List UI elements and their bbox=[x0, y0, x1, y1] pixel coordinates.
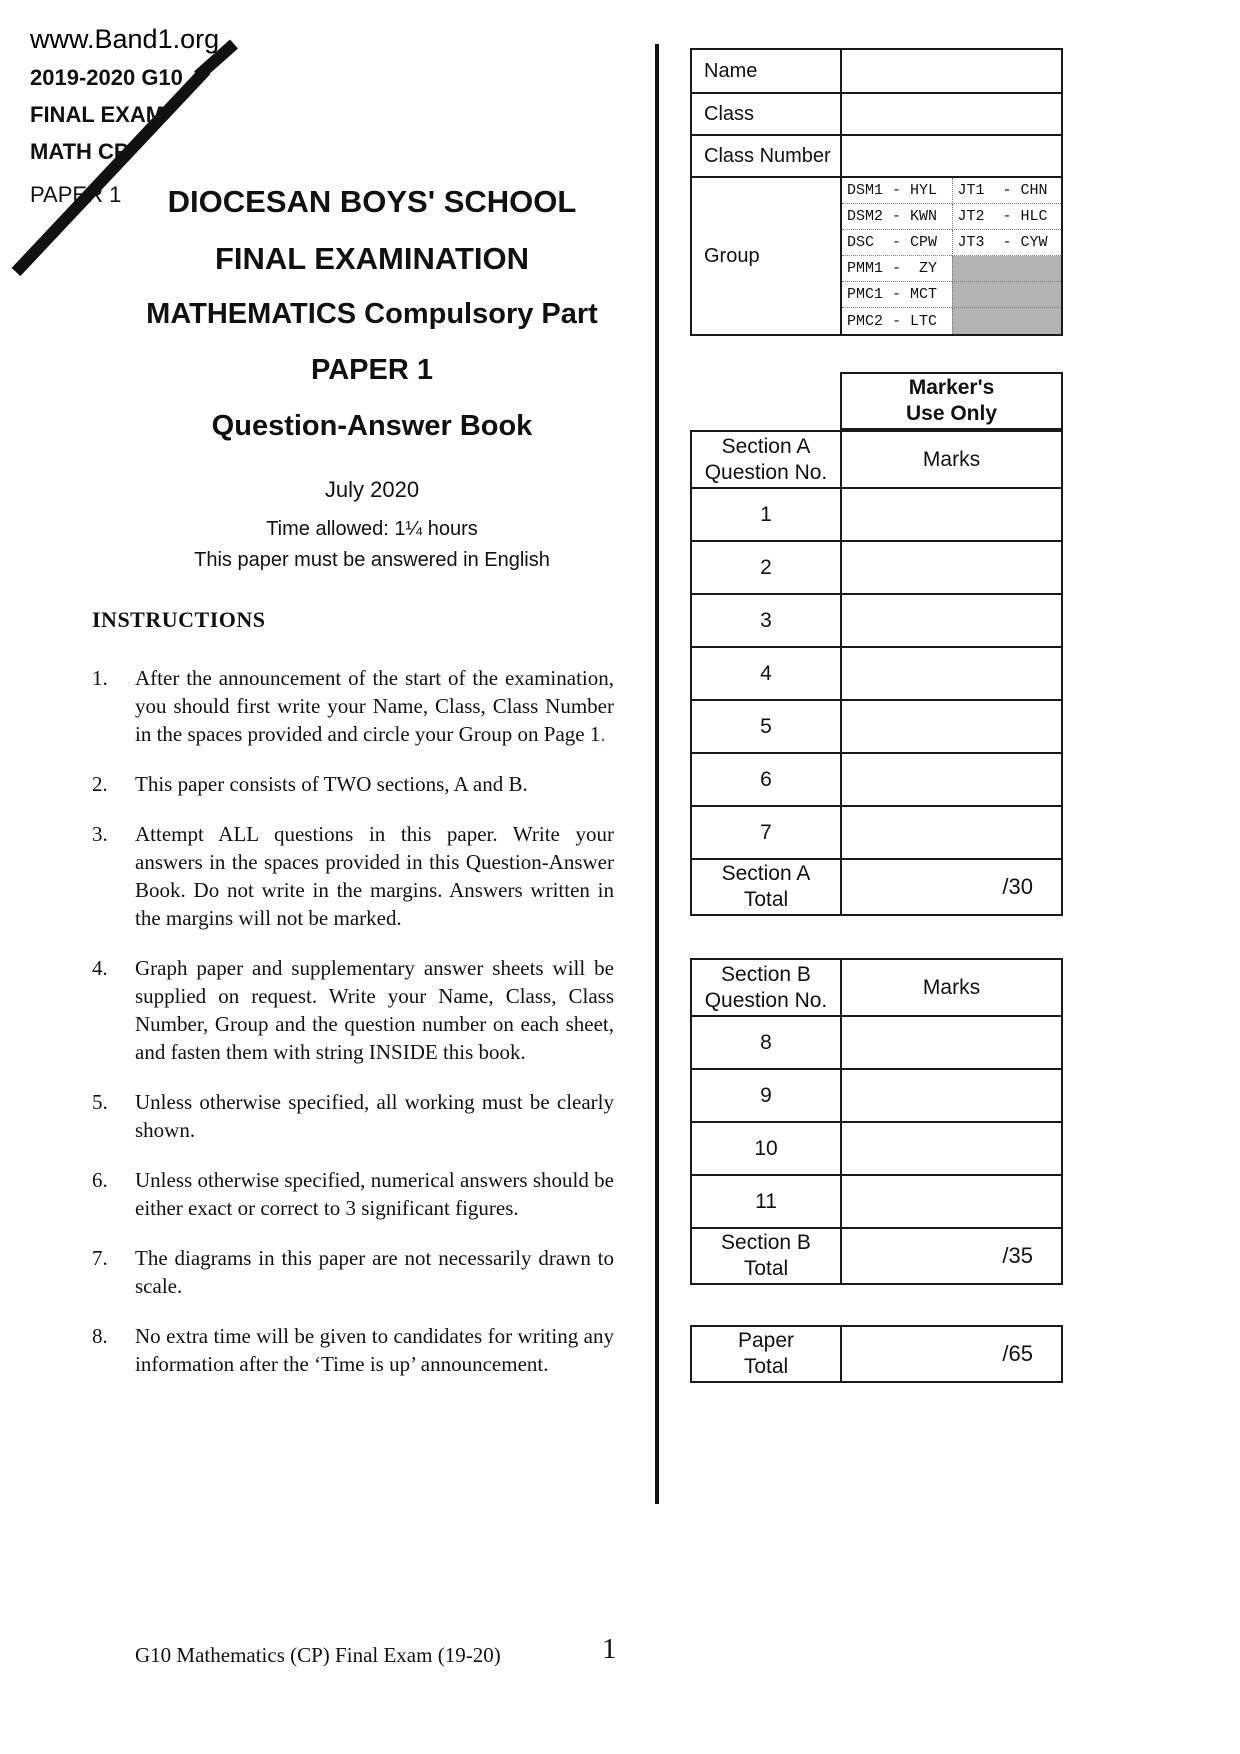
instruction-number: 5. bbox=[92, 1090, 108, 1114]
section-b-total-row bbox=[692, 1227, 1061, 1283]
section-a-marks-header: Marks bbox=[922, 447, 981, 471]
instruction-item-3 bbox=[92, 820, 614, 932]
instruction-text: Attempt ALL questions in this paper. Write your answers in the spaces provided in this Question-Answer Book. Do not write in the margins. Answers written in the margins will not be marked. bbox=[135, 822, 614, 930]
section-b-header-label bbox=[692, 960, 842, 1015]
question-number: 5 bbox=[692, 701, 842, 752]
marks-cell bbox=[842, 648, 1061, 699]
name-field bbox=[842, 50, 1061, 92]
instruction-item-7 bbox=[92, 1244, 614, 1300]
table-row bbox=[692, 593, 1061, 646]
markers-use-only-box bbox=[840, 372, 1063, 430]
instruction-item-5 bbox=[92, 1088, 614, 1144]
table-row bbox=[692, 646, 1061, 699]
group-grid-row bbox=[842, 282, 1061, 308]
corner-subject-line: MATH CP bbox=[30, 139, 129, 164]
paper-total-line1: Paper bbox=[737, 1329, 795, 1352]
watermark-site: www.Band1.org bbox=[30, 24, 220, 54]
paper-total-table bbox=[690, 1325, 1063, 1383]
section-b-total-line1: Section B bbox=[721, 1231, 811, 1254]
group-grid-row bbox=[842, 178, 1061, 204]
group-code: DSC - CPW bbox=[842, 230, 952, 256]
marks-cell bbox=[842, 1070, 1061, 1121]
paper-total-value: /65 bbox=[1002, 1341, 1033, 1366]
section-b-marks-header: Marks bbox=[922, 975, 981, 999]
question-number: 9 bbox=[692, 1070, 842, 1121]
section-a-header-line2: Question No. bbox=[704, 460, 828, 484]
footer-exam-label: G10 Mathematics (CP) Final Exam (19-20) bbox=[135, 1643, 501, 1667]
time-allowed: Time allowed: 1¼ hours bbox=[266, 518, 478, 540]
group-grid-row bbox=[842, 230, 1061, 256]
question-number: 8 bbox=[692, 1017, 842, 1068]
group-code: DSM1 - HYL bbox=[842, 178, 952, 204]
section-b-total-label bbox=[692, 1229, 842, 1283]
group-code: PMC1 - MCT bbox=[842, 282, 952, 308]
section-b-total-line2: Total bbox=[743, 1257, 789, 1280]
marks-cell bbox=[842, 489, 1061, 540]
instruction-text: Graph paper and supplementary answer sheets will be supplied on request. Write your Name, Class, Class Number, Group and the question number on each sheet, and fasten them with string INSIDE this book. bbox=[135, 956, 614, 1064]
exam-name: FINAL EXAMINATION bbox=[214, 241, 529, 276]
instruction-text: No extra time will be given to candidates for writing any information after the ‘Time is up’ announcement. bbox=[135, 1324, 614, 1376]
instructions-section bbox=[92, 606, 614, 1400]
group-cell-blocked bbox=[952, 256, 1062, 282]
group-code: JT3 - CYW bbox=[952, 230, 1062, 256]
question-number: 10 bbox=[692, 1123, 842, 1174]
table-row bbox=[692, 1174, 1061, 1227]
name-label: Name bbox=[692, 50, 842, 92]
book-title: Question-Answer Book bbox=[211, 410, 533, 442]
class-label: Class bbox=[692, 94, 842, 134]
instruction-text-body: After the announcement of the start of the examination, you should first write your Name, Class, Class Number in the spaces provided and circle your Group on Page 1 bbox=[135, 666, 614, 746]
class-row bbox=[692, 92, 1061, 134]
section-a-total-label bbox=[692, 860, 842, 914]
question-number: 7 bbox=[692, 807, 842, 858]
class-number-label: Class Number bbox=[692, 136, 842, 176]
group-grid-row bbox=[842, 256, 1061, 282]
section-a-header-line1: Section A bbox=[721, 434, 811, 458]
instruction-item-4 bbox=[92, 954, 614, 1066]
instruction-red-period: . bbox=[600, 722, 606, 746]
question-number: 4 bbox=[692, 648, 842, 699]
instruction-number: 1. bbox=[92, 666, 108, 690]
paper-total-line2: Total bbox=[743, 1355, 789, 1378]
question-number: 6 bbox=[692, 754, 842, 805]
marks-cell bbox=[842, 542, 1061, 593]
instructions-title: INSTRUCTIONS bbox=[92, 607, 266, 632]
class-field bbox=[842, 94, 1061, 134]
subject-title: MATHEMATICS Compulsory Part bbox=[146, 298, 598, 330]
marks-cell bbox=[842, 1123, 1061, 1174]
paper-total-row bbox=[692, 1327, 1061, 1381]
group-code-grid bbox=[842, 178, 1061, 334]
instruction-number: 8. bbox=[92, 1324, 108, 1348]
markers-use-only-line2: Use Only bbox=[905, 402, 998, 425]
language-note: This paper must be answered in English bbox=[194, 549, 550, 571]
instruction-text: The diagrams in this paper are not necessarily drawn to scale. bbox=[135, 1246, 614, 1298]
section-b-header-line2: Question No. bbox=[704, 988, 828, 1012]
right-column bbox=[690, 48, 1063, 1468]
table-row bbox=[692, 1121, 1061, 1174]
table-row bbox=[692, 699, 1061, 752]
table-row bbox=[692, 1068, 1061, 1121]
marks-cell bbox=[842, 701, 1061, 752]
section-b-header-row bbox=[692, 960, 1061, 1015]
question-number: 2 bbox=[692, 542, 842, 593]
group-grid-row bbox=[842, 308, 1061, 334]
corner-paper-label: PAPER 1 bbox=[30, 182, 122, 207]
instruction-text: Unless otherwise specified, numerical answers should be either exact or correct to 3 significant figures. bbox=[135, 1168, 614, 1220]
instruction-text: This paper consists of TWO sections, A and B. bbox=[135, 772, 528, 796]
section-a-marks-table bbox=[690, 430, 1063, 916]
table-row bbox=[692, 805, 1061, 858]
instruction-number: 7. bbox=[92, 1246, 108, 1270]
marks-cell bbox=[842, 754, 1061, 805]
marks-cell bbox=[842, 1176, 1061, 1227]
instruction-item-6 bbox=[92, 1166, 614, 1222]
section-a-header-label bbox=[692, 432, 842, 487]
group-row bbox=[692, 176, 1061, 334]
instruction-text bbox=[135, 664, 614, 748]
markers-use-only-line1: Marker's bbox=[908, 376, 995, 399]
instruction-number: 2. bbox=[92, 772, 108, 796]
name-row bbox=[692, 50, 1061, 92]
corner-exam-line: FINAL EXAM bbox=[30, 102, 165, 127]
exam-date: July 2020 bbox=[324, 477, 420, 502]
table-row bbox=[692, 752, 1061, 805]
instruction-item-8 bbox=[92, 1322, 614, 1378]
class-number-field bbox=[842, 136, 1061, 176]
section-b-header-line1: Section B bbox=[721, 962, 811, 986]
group-code: PMM1 - ZY bbox=[842, 256, 952, 282]
section-a-header-row bbox=[692, 432, 1061, 487]
section-a-total-row bbox=[692, 858, 1061, 914]
table-row bbox=[692, 540, 1061, 593]
instruction-item-1 bbox=[92, 664, 614, 748]
marks-cell bbox=[842, 595, 1061, 646]
class-number-row bbox=[692, 134, 1061, 176]
student-info-table bbox=[690, 48, 1063, 336]
marks-cell bbox=[842, 807, 1061, 858]
paper-title: PAPER 1 bbox=[311, 354, 433, 386]
group-grid-row bbox=[842, 204, 1061, 230]
instruction-number: 3. bbox=[92, 822, 108, 846]
section-b-total-value: /35 bbox=[1002, 1243, 1033, 1268]
table-row bbox=[692, 1015, 1061, 1068]
question-number: 3 bbox=[692, 595, 842, 646]
question-number: 1 bbox=[692, 489, 842, 540]
section-a-total-line2: Total bbox=[743, 888, 789, 911]
table-row bbox=[692, 487, 1061, 540]
corner-block bbox=[30, 24, 219, 208]
instruction-number: 6. bbox=[92, 1168, 108, 1192]
paper-total-label bbox=[692, 1327, 842, 1381]
group-code: JT2 - HLC bbox=[952, 204, 1062, 230]
question-number: 11 bbox=[692, 1176, 842, 1227]
section-a-total-line1: Section A bbox=[721, 862, 811, 885]
page-number: 1 bbox=[602, 1633, 617, 1665]
instruction-text: Unless otherwise specified, all working must be clearly shown. bbox=[135, 1090, 614, 1142]
corner-year-line: 2019-2020 G10 bbox=[30, 65, 183, 90]
group-label: Group bbox=[692, 178, 842, 334]
school-name: DIOCESAN BOYS' SCHOOL bbox=[167, 184, 577, 219]
section-a-total-value: /30 bbox=[1002, 874, 1033, 899]
group-code: DSM2 - KWN bbox=[842, 204, 952, 230]
column-divider bbox=[655, 44, 659, 1504]
group-code: JT1 - CHN bbox=[952, 178, 1062, 204]
group-cell-blocked bbox=[952, 308, 1062, 334]
marks-cell bbox=[842, 1017, 1061, 1068]
group-cell-blocked bbox=[952, 282, 1062, 308]
section-b-marks-table bbox=[690, 958, 1063, 1285]
instruction-item-2 bbox=[92, 770, 614, 798]
instruction-number: 4. bbox=[92, 956, 108, 980]
group-code: PMC2 - LTC bbox=[847, 312, 938, 330]
title-block bbox=[72, 184, 672, 572]
